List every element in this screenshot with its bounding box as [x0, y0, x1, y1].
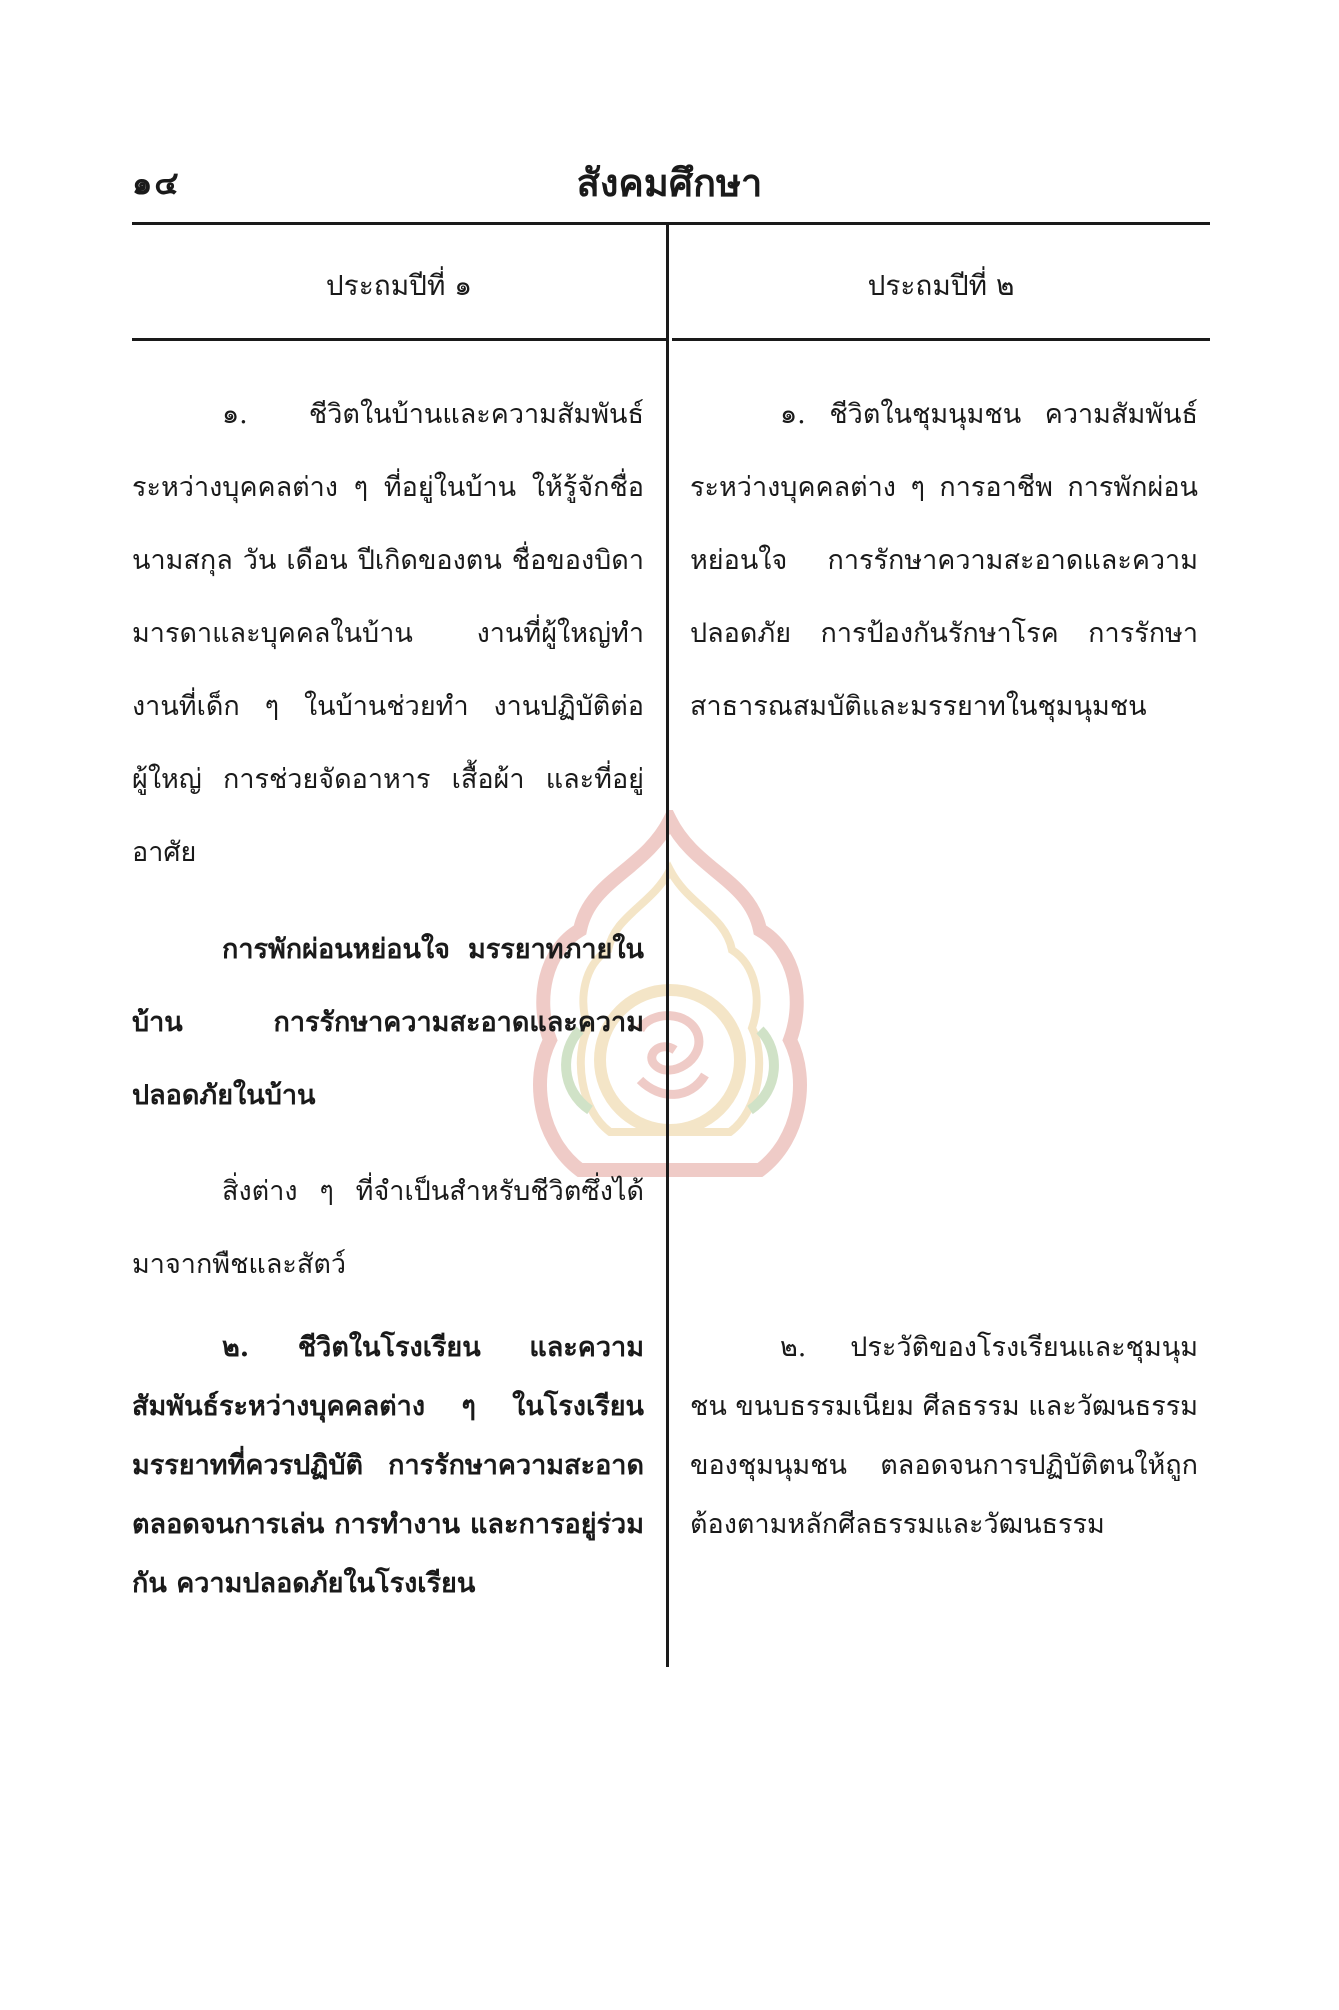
- column-divider: [666, 222, 669, 1667]
- right-column-paragraph-2-block: [690, 1318, 1198, 1554]
- page-title: สังคมศึกษา: [576, 160, 763, 205]
- left-column-paragraph-1-block: [132, 378, 644, 889]
- column-heading-grade-2: ประถมปีที่ ๒: [867, 269, 1015, 302]
- page-number: ๑๔: [132, 164, 181, 202]
- subheader-rule-left: [132, 338, 666, 341]
- left-paragraph-4: ๒. ชีวิตในโรงเรียน และความสัมพันธ์ระหว่างบุคคลต่าง ๆ ในโรงเรียน มรรยาทที่ควรปฏิบัติ การรักษาความสะอาด ตลอดจนการเล่น การทำงาน และการอยู่ร่วมกัน ความปลอดภัยในโรงเรียน: [132, 1332, 644, 1599]
- right-paragraph-1: ๑. ชีวิตในชุมนุมชน ความสัมพันธ์ระหว่างบุคคลต่าง ๆ การอาชีพ การพักผ่อนหย่อนใจ การรักษาความสะอาดและความปลอดภัย การป้องกันรักษาโรค การรักษาสาธารณสมบัติและมรรยาทในชุมนุมชน: [690, 399, 1198, 722]
- header-rule: [132, 222, 1210, 225]
- left-column-paragraph-4-block: [132, 1318, 644, 1613]
- column-heading-grade-1: ประถมปีที่ ๑: [325, 269, 473, 302]
- left-column-paragraph-3-block: [132, 1155, 644, 1301]
- right-paragraph-2: ๒. ประวัติของโรงเรียนและชุมนุมชน ขนบธรรมเนียม ศีลธรรม และวัฒนธรรมของชุมนุมชน ตลอดจนการปฏิบัติตนให้ถูกต้องตามหลักศีลธรรมและวัฒนธรรม: [690, 1332, 1198, 1540]
- left-paragraph-2: การพักผ่อนหย่อนใจ มรรยาทภายในบ้าน การรักษาความสะอาดและความปลอดภัยในบ้าน: [132, 934, 644, 1111]
- left-paragraph-3: สิ่งต่าง ๆ ที่จำเป็นสำหรับชีวิตซึ่งได้มาจากพืชและสัตว์: [132, 1176, 644, 1280]
- subheader-rule-right: [672, 338, 1210, 341]
- left-paragraph-1: ๑. ชีวิตในบ้านและความสัมพันธ์ระหว่างบุคคลต่าง ๆ ที่อยู่ในบ้าน ให้รู้จักชื่อ นามสกุล วัน เดือน ปีเกิดของตน ชื่อของบิดามารดาและบุคคลในบ้าน งานที่ผู้ใหญ่ทำ งานที่เด็ก ๆ ในบ้านช่วยทำ งานปฏิบัติต่อผู้ใหญ่ การช่วยจัดอาหาร เสื้อผ้า และที่อยู่อาศัย: [132, 399, 644, 868]
- left-column-paragraph-2-block: [132, 913, 644, 1132]
- right-column-paragraph-1-block: [690, 378, 1198, 743]
